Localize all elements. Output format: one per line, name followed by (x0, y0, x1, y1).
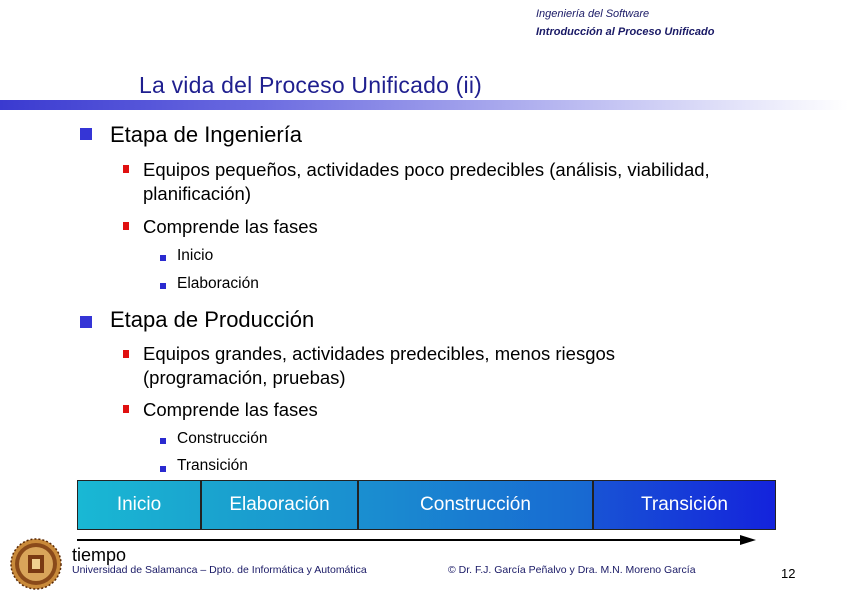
bullet-l2-icon (123, 165, 129, 173)
section-heading-ingenieria: Etapa de Ingeniería (110, 122, 303, 147)
time-axis-line (77, 539, 743, 541)
footer-university: Universidad de Salamanca – Dpto. de Informática y Automática (72, 564, 367, 576)
phase-construccion: Construcción (359, 481, 594, 529)
item-comprende-fases-2: Comprende las fases (143, 399, 318, 420)
sub-item-inicio: Inicio (177, 247, 214, 264)
slide-title: La vida del Proceso Unificado (ii) (139, 72, 483, 98)
item-comprende-fases-1: Comprende las fases (143, 216, 318, 237)
sub-item-transicion: Transición (177, 457, 248, 474)
bullet-l2-icon (123, 222, 129, 230)
time-axis-label: tiempo (72, 545, 127, 565)
item-line-1: Equipos grandes, actividades predecibles, menos riesgos (143, 343, 616, 364)
page-number: 12 (781, 566, 796, 581)
section-heading-produccion: Etapa de Producción (110, 307, 315, 332)
bullet-l2-icon (123, 350, 129, 358)
bullet-l1-icon (80, 316, 92, 328)
sub-item-construccion: Construcción (177, 430, 268, 447)
phase-inicio: Inicio (78, 481, 202, 529)
phase-transicion: Transición (594, 481, 775, 529)
item-equipos-grandes (143, 342, 615, 390)
bullet-l3-icon (160, 255, 166, 261)
item-line-2: planificación) (143, 183, 251, 204)
footer-authors: © Dr. F.J. García Peñalvo y Dra. M.N. Moreno García (448, 564, 696, 576)
item-line-1: Equipos pequeños, actividades poco predecibles (análisis, viabilidad, (143, 159, 710, 180)
item-equipos-pequenos (143, 158, 710, 206)
title-underline-bar (0, 100, 848, 110)
bullet-l2-icon (123, 405, 129, 413)
bullet-l3-icon (160, 466, 166, 472)
university-seal-icon (10, 538, 62, 590)
bullet-l3-icon (160, 438, 166, 444)
phase-elaboracion: Elaboración (202, 481, 359, 529)
item-line-2: (programación, pruebas) (143, 367, 346, 388)
header-course: Ingeniería del Software (536, 8, 650, 20)
header-topic: Introducción al Proceso Unificado (536, 26, 715, 38)
bullet-l3-icon (160, 283, 166, 289)
arrow-right-icon (740, 535, 756, 545)
sub-item-elaboracion: Elaboración (177, 275, 259, 292)
phase-timeline (77, 480, 776, 530)
bullet-l1-icon (80, 128, 92, 140)
